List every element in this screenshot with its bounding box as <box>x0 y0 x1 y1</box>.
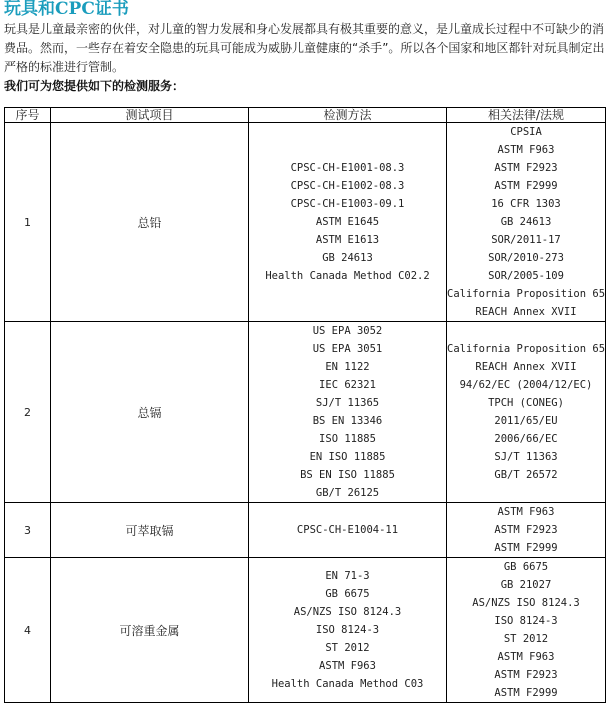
law-entry: SJ/T 11363 <box>494 451 558 463</box>
table-row <box>5 123 606 322</box>
related-laws <box>447 322 606 503</box>
test-methods <box>249 123 447 322</box>
law-entry: ASTM F2999 <box>494 542 558 554</box>
method-entry: GB/T 26125 <box>315 487 380 499</box>
test-methods <box>249 322 447 503</box>
page-content <box>0 0 611 95</box>
law-entry: ASTM F963 <box>497 144 555 156</box>
header-test-item: 测试项目 <box>51 108 249 123</box>
test-item: 可溶重金属 <box>51 558 249 703</box>
law-entry: California Proposition 65 <box>447 288 606 300</box>
related-laws <box>447 558 606 703</box>
law-entry: 16 CFR 1303 <box>491 198 561 210</box>
law-entry: REACH Annex XVII <box>475 361 577 373</box>
method-entry: IEC 62321 <box>319 379 376 391</box>
law-entry: SOR/2010-273 <box>488 252 564 264</box>
method-entry: AS/NZS ISO 8124.3 <box>293 606 402 618</box>
testing-services-table <box>4 107 606 703</box>
method-entry: GB 6675 <box>325 588 370 600</box>
law-entry: ASTM F963 <box>497 506 555 518</box>
law-entry: ASTM F2999 <box>494 180 558 192</box>
test-methods <box>249 503 447 558</box>
test-item: 总镉 <box>51 322 249 503</box>
method-entry: ASTM E1613 <box>315 234 380 246</box>
row-number: 1 <box>5 123 51 322</box>
method-entry: BS EN ISO 11885 <box>300 469 395 481</box>
method-entry: GB 24613 <box>322 252 373 264</box>
method-entry: CPSC-CH-E1002-08.3 <box>290 180 405 192</box>
row-number: 2 <box>5 322 51 503</box>
row-number: 3 <box>5 503 51 558</box>
method-entry: ST 2012 <box>325 642 370 654</box>
method-entry: Health Canada Method C02.2 <box>265 270 430 282</box>
law-entry: ASTM F2923 <box>494 524 558 536</box>
law-entry: ASTM F963 <box>497 651 555 663</box>
test-methods <box>249 558 447 703</box>
law-entry: SOR/2005-109 <box>488 270 564 282</box>
table-row <box>5 558 606 703</box>
header-method: 检测方法 <box>249 108 447 123</box>
related-laws <box>447 123 606 322</box>
method-entry: BS EN 13346 <box>312 415 383 427</box>
table-header-row <box>5 108 606 123</box>
method-entry: CPSC-CH-E1004-11 <box>296 524 399 536</box>
table-row <box>5 322 606 503</box>
row-number: 4 <box>5 558 51 703</box>
law-entry: 2006/66/EC <box>494 433 558 445</box>
law-entry: AS/NZS ISO 8124.3 <box>472 597 580 609</box>
law-entry: GB 6675 <box>503 561 549 573</box>
method-entry: CPSC-CH-E1001-08.3 <box>290 162 405 174</box>
method-entry: ASTM E1645 <box>315 216 380 228</box>
header-no: 序号 <box>5 108 51 123</box>
law-entry: GB/T 26572 <box>494 469 558 481</box>
method-entry: US EPA 3052 <box>312 325 383 337</box>
method-entry: CPSC-CH-E1003-09.1 <box>290 198 405 210</box>
method-entry: EN 1122 <box>325 361 370 373</box>
method-entry: ISO 8124-3 <box>315 624 380 636</box>
header-laws: 相关法律/法规 <box>447 108 606 123</box>
table-body <box>5 123 606 703</box>
method-entry: US EPA 3051 <box>312 343 383 355</box>
law-entry: ST 2012 <box>503 633 549 645</box>
law-entry: REACH Annex XVII <box>475 306 577 318</box>
page-title: 玩具和CPC证书 <box>4 0 129 19</box>
law-entry: ISO 8124-3 <box>494 615 558 627</box>
method-entry: EN ISO 11885 <box>309 451 386 463</box>
method-entry: ASTM F963 <box>319 660 376 672</box>
method-entry: EN 71-3 <box>325 570 370 582</box>
law-entry: CPSIA <box>510 126 542 138</box>
law-entry: ASTM F2923 <box>494 669 558 681</box>
law-entry: GB 21027 <box>500 579 552 591</box>
method-entry: ISO 11885 <box>319 433 376 445</box>
law-entry: SOR/2011-17 <box>491 234 561 246</box>
law-entry: 2011/65/EU <box>494 415 558 427</box>
test-item: 总铅 <box>51 123 249 322</box>
related-laws <box>447 503 606 558</box>
table-row <box>5 503 606 558</box>
law-entry: ASTM F2923 <box>494 162 558 174</box>
law-entry: 94/62/EC (2004/12/EC) <box>459 379 593 391</box>
services-subheading: 我们可为您提供如下的检测服务： <box>4 79 185 93</box>
test-item: 可萃取镉 <box>51 503 249 558</box>
method-entry: Health Canada Method C03 <box>271 678 424 690</box>
method-entry: SJ/T 11365 <box>315 397 380 409</box>
law-entry: California Proposition 65 <box>447 343 606 355</box>
intro-paragraph: 玩具是儿童最亲密的伙伴，对儿童的智力发展和身心发展都具有极其重要的意义，是儿童成长过程中不可缺少的消费品。然而，一些存在着安全隐患的玩具可能成为威胁儿童健康的“杀手”。所以各个国家和地区都针对玩具制定出严格的标准进行管制。 <box>4 22 605 74</box>
law-entry: TPCH (CONEG) <box>488 397 564 409</box>
law-entry: GB 24613 <box>500 216 552 228</box>
law-entry: ASTM F2999 <box>494 687 558 699</box>
